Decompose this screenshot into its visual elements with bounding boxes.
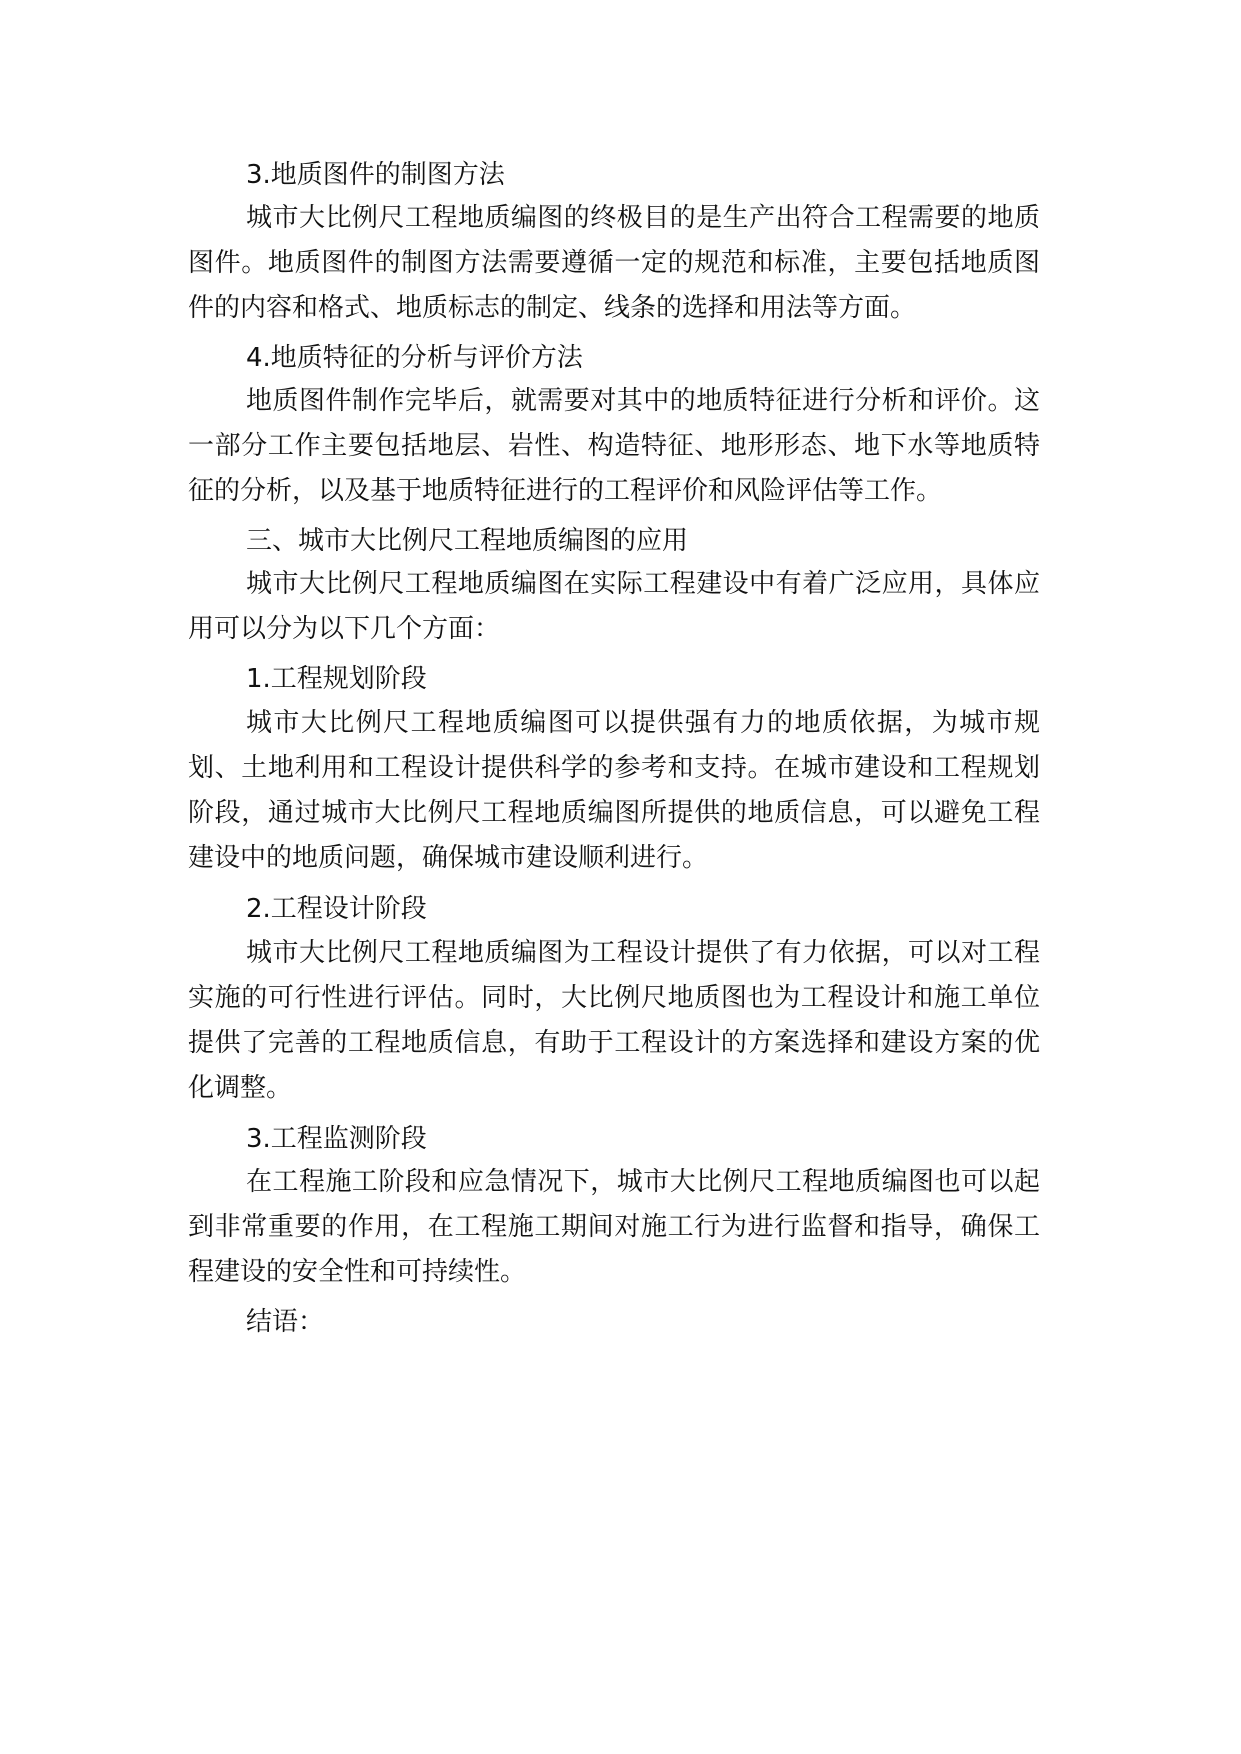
body-paragraph: 城市大比例尺工程地质编图在实际工程建设中有着广泛应用，具体应用可以分为以下几个方面： xyxy=(188,569,1040,644)
section-heading-3: 3.地质图件的制图方法 xyxy=(246,160,505,190)
section-heading-4: 4.地质特征的分析与评价方法 xyxy=(246,343,583,373)
section-heading-3b: 3.工程监测阶段 xyxy=(246,1124,427,1154)
body-paragraph: 地质图件制作完毕后，就需要对其中的地质特征进行分析和评价。这一部分工作主要包括地层、岩性、构造特征、地形形态、地下水等地质特征的分析，以及基于地质特征进行的工程评价和风险评估等工作。 xyxy=(188,386,1040,506)
section-heading-1: 1.工程规划阶段 xyxy=(246,664,427,694)
chapter-heading-3: 三、城市大比例尺工程地质编图的应用 xyxy=(246,526,689,556)
body-paragraph: 城市大比例尺工程地质编图的终极目的是生产出符合工程需要的地质图件。地质图件的制图方法需要遵循一定的规范和标准，主要包括地质图件的内容和格式、地质标志的制定、线条的选择和用法等方面。 xyxy=(188,203,1040,323)
body-paragraph: 城市大比例尺工程地质编图可以提供强有力的地质依据，为城市规划、土地利用和工程设计提供科学的参考和支持。在城市建设和工程规划阶段，通过城市大比例尺工程地质编图所提供的地质信息，可以避免工程建设中的地质问题，确保城市建设顺利进行。 xyxy=(188,708,1040,873)
conclusion-heading: 结语： xyxy=(246,1307,325,1337)
body-paragraph: 城市大比例尺工程地质编图为工程设计提供了有力依据，可以对工程实施的可行性进行评估。同时，大比例尺地质图也为工程设计和施工单位提供了完善的工程地质信息，有助于工程设计的方案选择和建设方案的优化调整。 xyxy=(188,938,1040,1103)
body-paragraph: 在工程施工阶段和应急情况下，城市大比例尺工程地质编图也可以起到非常重要的作用，在工程施工期间对施工行为进行监督和指导，确保工程建设的安全性和可持续性。 xyxy=(188,1167,1040,1287)
section-heading-2: 2.工程设计阶段 xyxy=(246,894,427,924)
